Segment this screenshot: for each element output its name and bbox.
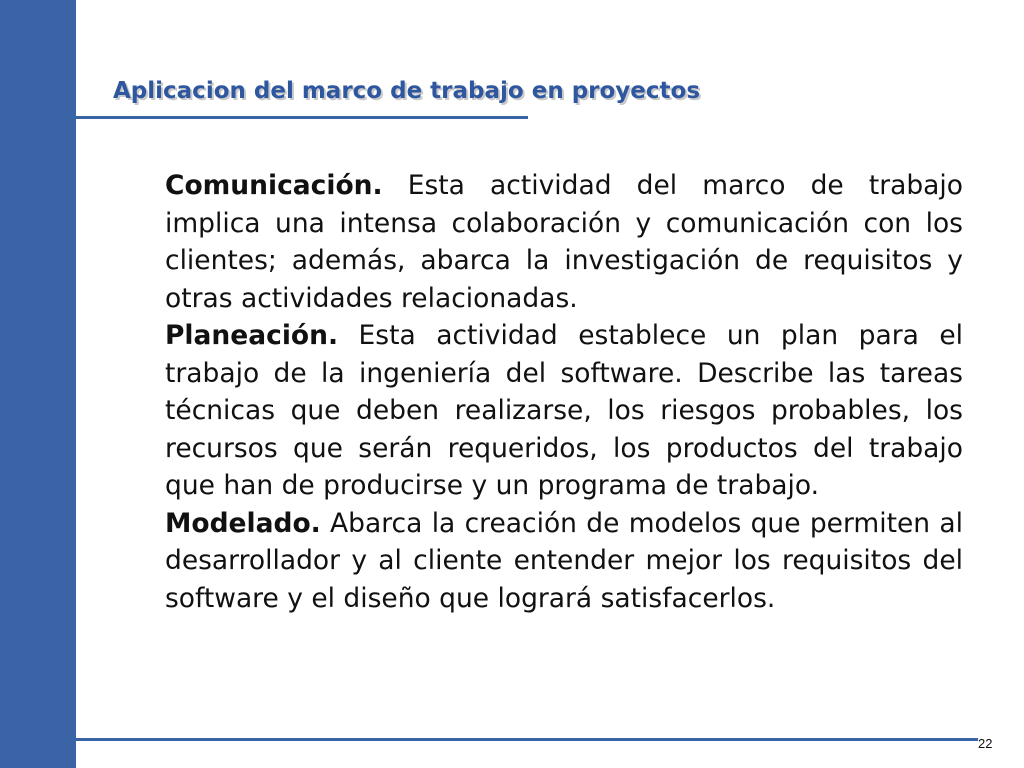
term-modelado: Modelado. [165, 507, 321, 539]
text-planeacion: Esta actividad establece un plan para el trabajo de la ingeniería del software. Describe las tareas técnicas que deben realizarse, los riesgos probables, los recursos que serán requeridos, los productos del trabajo que han de producirse y un programa de trabajo. [165, 320, 963, 501]
paragraph-comunicacion [165, 167, 963, 317]
paragraph-modelado [165, 505, 963, 618]
slide-body [165, 167, 963, 617]
title-underline [76, 116, 528, 119]
term-planeacion: Planeación. [165, 320, 339, 351]
slide-title: Aplicacion del marco de trabajo en proyectos [113, 78, 701, 104]
text-modelado: Abarca la creación de modelos que permiten al desarrollador y al cliente entender mejor los requisitos del software y el diseño que logrará satisfacerlos. [165, 507, 963, 614]
text-comunicacion: Esta actividad del marco de trabajo implica una intensa colaboración y comunicación con los clientes; además, abarca la investigación de requisitos y otras actividades relacionadas. [165, 170, 963, 314]
footer-line [76, 738, 978, 741]
term-comunicacion: Comunicación. [165, 170, 383, 201]
left-accent-bar [0, 0, 76, 768]
page-number: 22 [978, 736, 993, 751]
paragraph-planeacion [165, 317, 963, 505]
